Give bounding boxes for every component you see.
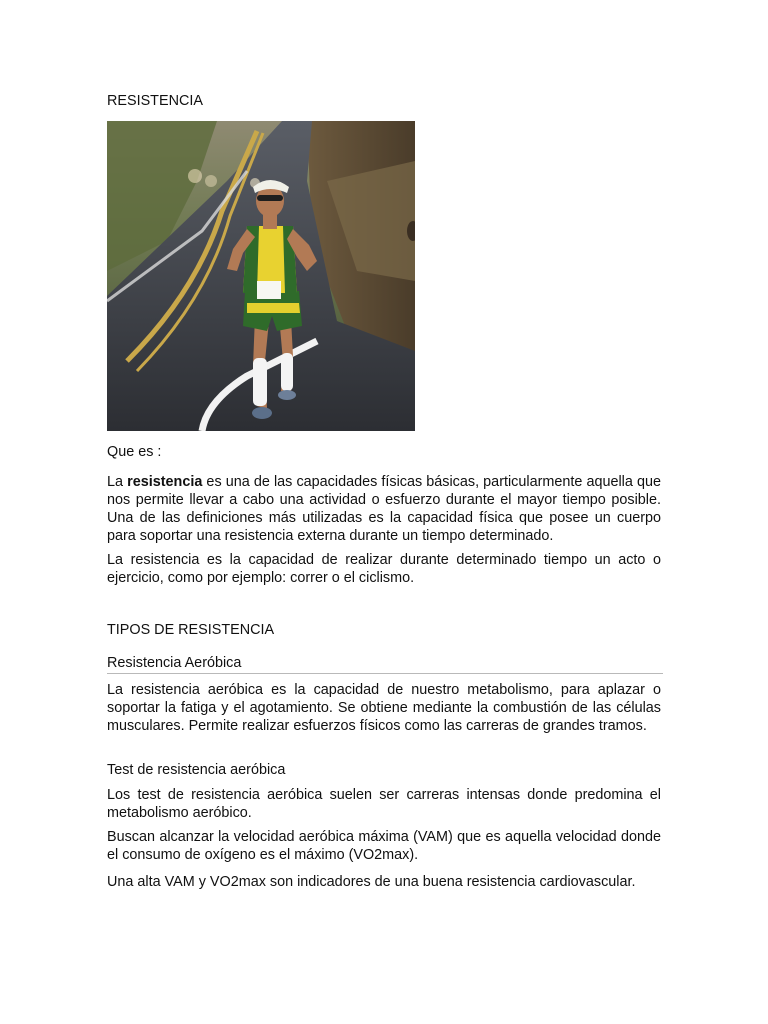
paragraph-test: Los test de resistencia aeróbica suelen ser carreras intensas donde predomina el metabolismo aeróbico.: [107, 787, 661, 821]
subheading-aerobica: Resistencia Aeróbica: [107, 654, 663, 674]
section-label-que-es: Que es :: [107, 444, 162, 460]
runner-photo: [107, 121, 415, 431]
paragraph-capacity: La resistencia es la capacidad de realizar durante determinado tiempo un acto o ejercicio, como por ejemplo: correr o el ciclismo.: [107, 552, 661, 586]
paragraph-definition: [107, 473, 661, 545]
section-heading-tipos: TIPOS DE RESISTENCIA: [107, 622, 275, 638]
paragraph-indicators: Una alta VAM y VO2max son indicadores de una buena resistencia cardiovascular.: [107, 874, 636, 890]
paragraph-lead: La: [107, 474, 128, 490]
paragraph-aerobica: La resistencia aeróbica es la capacidad de nuestro metabolismo, para aplazar o soportar la fatiga y el agotamiento. Se obtiene mediante la combustión de las células musculares. Permite realizar esfuerzos físicos como las carreras de grandes tramos.: [107, 682, 661, 734]
paragraph-vam: Buscan alcanzar la velocidad aeróbica máxima (VAM) que es aquella velocidad donde el consumo de oxígeno es el máximo (VO2max).: [107, 829, 661, 863]
document-title: RESISTENCIA: [107, 93, 203, 109]
paragraph-rest: es una de las capacidades físicas básicas, particularmente aquella que nos permite llevar a cabo una actividad o esfuerzo durante el mayor tiempo posible. Una de las definiciones más utilizadas es la capacidad física que posee un cuerpo para soportar una resistencia externa durante un tiempo determinado.: [107, 474, 661, 544]
bold-term: resistencia: [127, 474, 203, 490]
subheading-test: Test de resistencia aeróbica: [107, 762, 286, 778]
